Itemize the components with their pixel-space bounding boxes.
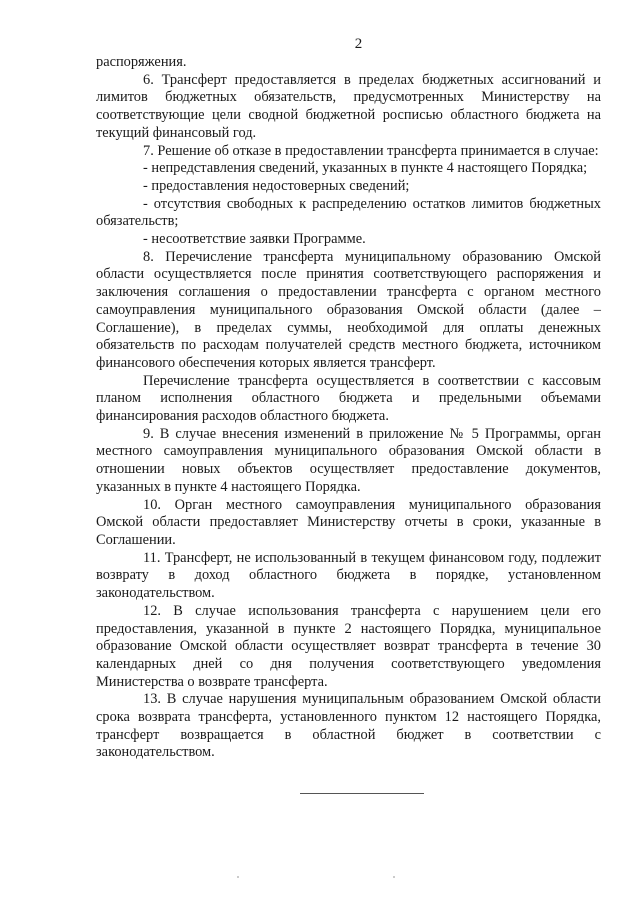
paragraph-continuation: распоряжения.	[96, 54, 187, 70]
paragraph-item-11: 11. Трансферт, не использованный в текущем финансовом году, подлежит возврату в доход областного бюджета в порядке, установленном законодательством.	[96, 549, 601, 602]
paragraph-item-8: 8. Перечисление трансферта муниципальному образованию Омской области осуществляется после принятия соответствующего распоряжения и заключения соглашения о предоставлении трансферта с органом местного самоуправления муниципального образования Омской области (далее – Соглашение), в пределах суммы, необходимой для оплаты денежных обязательств по расходам получателей средств местного бюджета, источником финансового обеспечения которых является трансферт.	[96, 248, 601, 371]
end-divider-line	[300, 793, 424, 794]
list-item-refusal-3: - отсутствия свободных к распределению остатков лимитов бюджетных обязательств;	[96, 195, 601, 230]
list-item-refusal-1: - непредставления сведений, указанных в пункте 4 настоящего Порядка;	[143, 160, 588, 177]
list-item-refusal-4: - несоответствие заявки Программе.	[143, 231, 366, 248]
paragraph-item-7: 7. Решение об отказе в предоставлении трансферта принимается в случае:	[143, 142, 599, 159]
paragraph-item-13: 13. В случае нарушения муниципальным образованием Омской области срока возврата трансферта, установленного пунктом 12 настоящего Порядка, трансферт возвращается в областной бюджет в соответствии с законодательством.	[96, 691, 601, 761]
paragraph-item-10: 10. Орган местного самоуправления муниципального образования Омской области предоставляет Министерству отчеты в сроки, указанные в Соглашении.	[96, 496, 601, 548]
scan-speck	[393, 876, 395, 878]
list-item-refusal-2: - предоставления недостоверных сведений;	[143, 177, 410, 194]
paragraph-item-9: 9. В случае внесения изменений в приложение № 5 Программы, орган местного самоуправления муниципального образования Омской области в отношении новых объектов осуществляет предоставление документов, указанных в пункте 4 настоящего Порядка.	[96, 425, 601, 495]
paragraph-item-12: 12. В случае использования трансферта с нарушением цели его предоставления, указанной в пункте 2 настоящего Порядка, муниципальное образование Омской области осуществляет возврат трансферта в течение 30 календарных дней со дня получения соответствующего уведомления Министерства о возврате трансферта.	[96, 602, 601, 690]
paragraph-item-6: 6. Трансферт предоставляется в пределах бюджетных ассигнований и лимитов бюджетных обязательств, предусмотренных Министерству на соответствующие цели сводной бюджетной росписью областного бюджета на текущий финансовый год.	[96, 71, 601, 141]
paragraph-item-8-continued: Перечисление трансферта осуществляется в соответствии с кассовым планом исполнения областного бюджета и предельными объемами финансирования расходов областного бюджета.	[96, 372, 601, 425]
scan-speck	[237, 876, 239, 878]
document-page	[96, 34, 601, 762]
page-number: 2	[354, 36, 363, 52]
document-body	[96, 54, 601, 762]
